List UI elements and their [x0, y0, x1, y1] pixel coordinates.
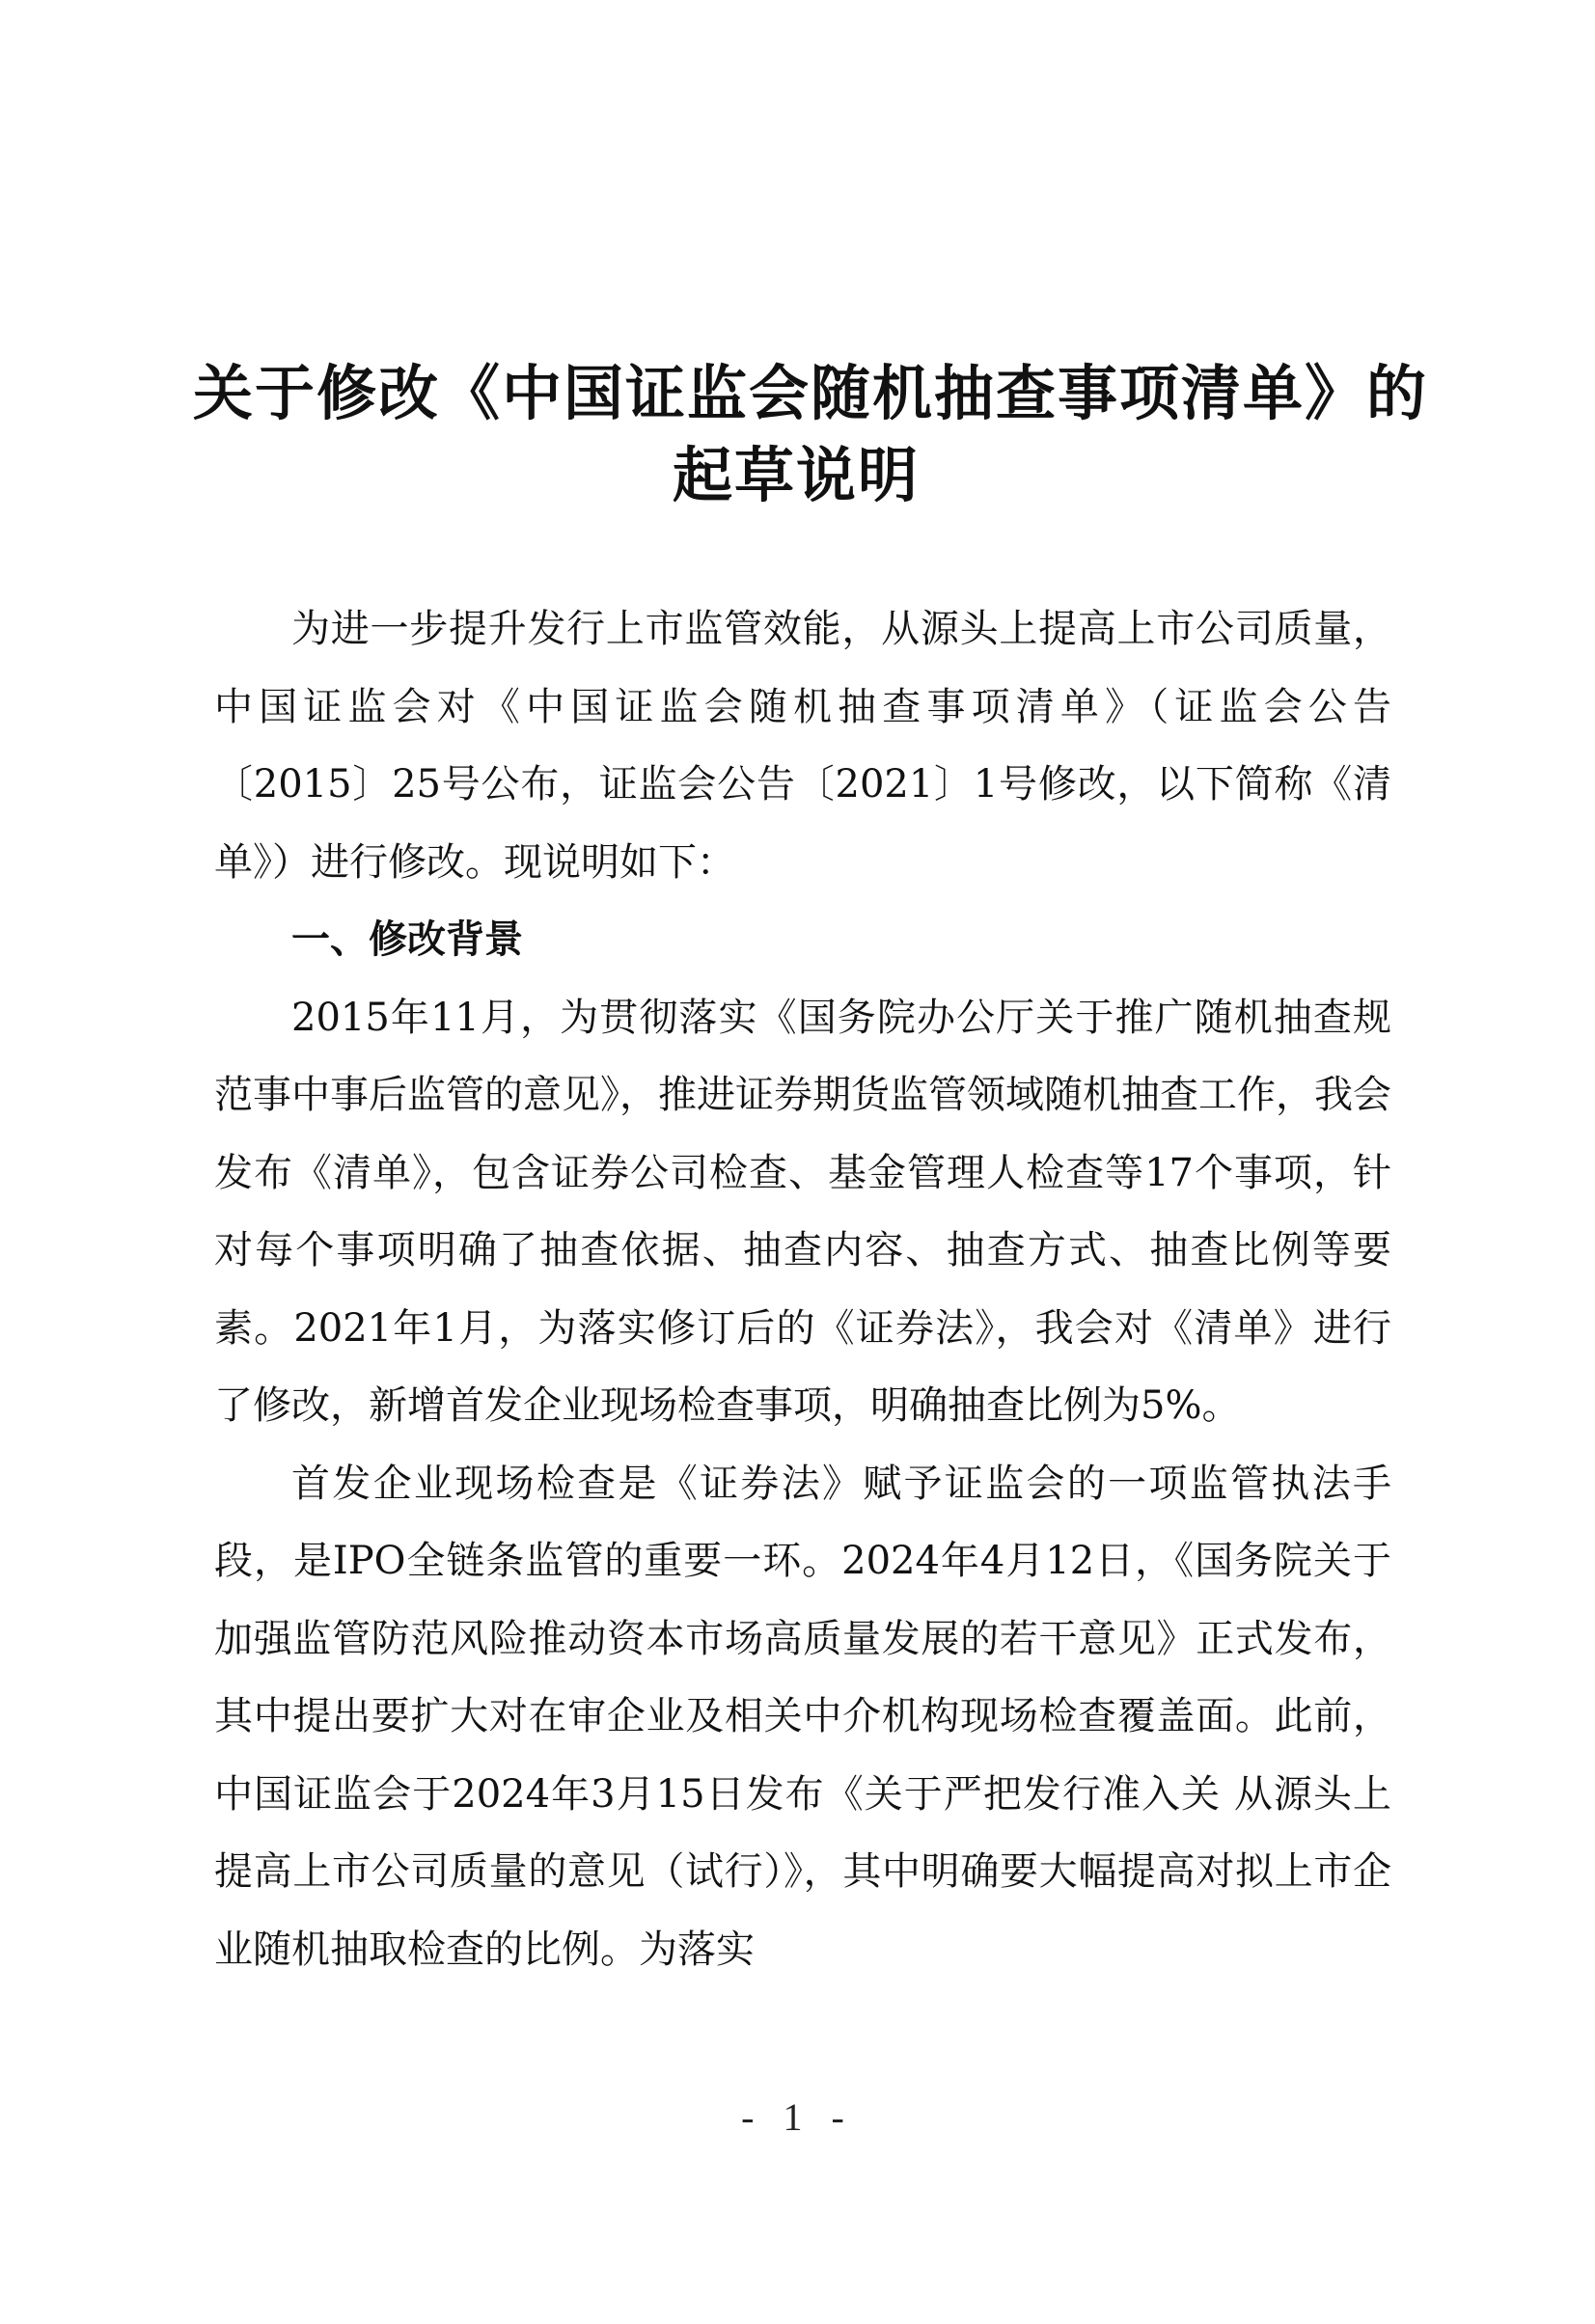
document-title-line-2: 起草说明	[672, 440, 920, 510]
document-body	[214, 590, 1391, 1988]
body-paragraph: 首发企业现场检查是《证券法》赋予证监会的一项监管执法手段，是IPO全链条监管的重要一环。2024年4月12日，《国务院关于加强监管防范风险推动资本市场高质量发展的若干意见》正式发布，其中提出要扩大对在审企业及相关中介机构现场检查覆盖面。此前，中国证监会于2024年3月15日发布《关于严把发行准入关 从源头上提高上市公司质量的意见（试行）》，其中明确要大幅提高对拟上市企业随机抽取检查的比例。为落实	[214, 1461, 1391, 1972]
body-paragraph: 2015年11月，为贯彻落实《国务院办公厅关于推广随机抽查规范事中事后监管的意见》，推进证券期货监管领域随机抽查工作，我会发布《清单》，包含证券公司检查、基金管理人检查等17个事项，针对每个事项明确了抽查依据、抽查内容、抽查方式、抽查比例等要素。2021年1月，为落实修订后的《证券法》，我会对《清单》进行了修改，新增首发企业现场检查事项，明确抽查比例为5%。	[214, 995, 1391, 1428]
page-number: - 1 -	[741, 2095, 854, 2139]
section-heading: 一、修改背景	[291, 917, 523, 962]
intro-paragraph: 为进一步提升发行上市监管效能，从源头上提高上市公司质量，中国证监会对《中国证监会随机抽查事项清单》（证监会公告〔2015〕25号公布，证监会公告〔2021〕1号修改，以下简称《清单》）进行修改。现说明如下：	[214, 607, 1391, 885]
document-title-line-1: 关于修改《中国证监会随机抽查事项清单》的	[193, 358, 1429, 428]
